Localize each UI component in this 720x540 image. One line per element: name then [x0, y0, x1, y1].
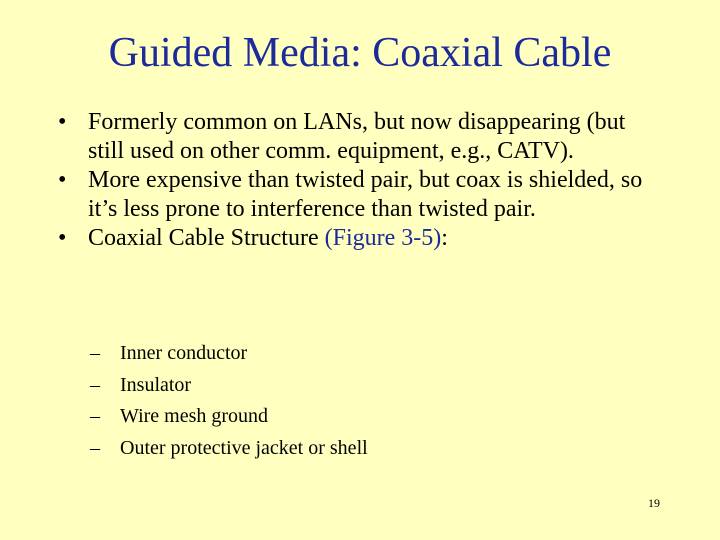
bullet-item: [58, 108, 658, 166]
bullet-text: Formerly common on LANs, but now disappearing (but still used on other comm. equipment, e.g., CATV).: [88, 109, 626, 164]
dash-icon: –: [90, 436, 100, 459]
bullet-item: [58, 166, 658, 224]
bullet-text: Coaxial Cable Structure: [88, 225, 325, 251]
dash-icon: –: [90, 373, 100, 396]
sub-bullet-list: [90, 338, 368, 464]
sub-bullet-item: [90, 370, 368, 402]
bullet-icon: •: [58, 167, 67, 193]
slide-title: Guided Media: Coaxial Cable: [108, 30, 612, 76]
sub-bullet-item: [90, 338, 368, 370]
sub-bullet-text: Outer protective jacket or shell: [120, 436, 368, 459]
sub-bullet-text: Inner conductor: [120, 342, 248, 364]
bullet-item: [58, 224, 658, 253]
page-number: 19: [648, 496, 660, 510]
bullet-list: [58, 108, 658, 253]
bullet-icon: •: [58, 225, 67, 251]
bullet-text-suffix: :: [441, 225, 448, 251]
figure-reference: (Figure 3-5): [324, 225, 442, 251]
sub-bullet-item: [90, 401, 368, 433]
dash-icon: –: [90, 405, 100, 427]
bullet-icon: •: [58, 109, 67, 135]
bullet-text: More expensive than twisted pair, but coax is shielded, so it’s less prone to interference than twisted pair.: [88, 167, 643, 222]
sub-bullet-item: [90, 433, 368, 465]
dash-icon: –: [90, 342, 100, 364]
sub-bullet-text: Wire mesh ground: [120, 405, 269, 427]
sub-bullet-text: Insulator: [120, 373, 192, 396]
